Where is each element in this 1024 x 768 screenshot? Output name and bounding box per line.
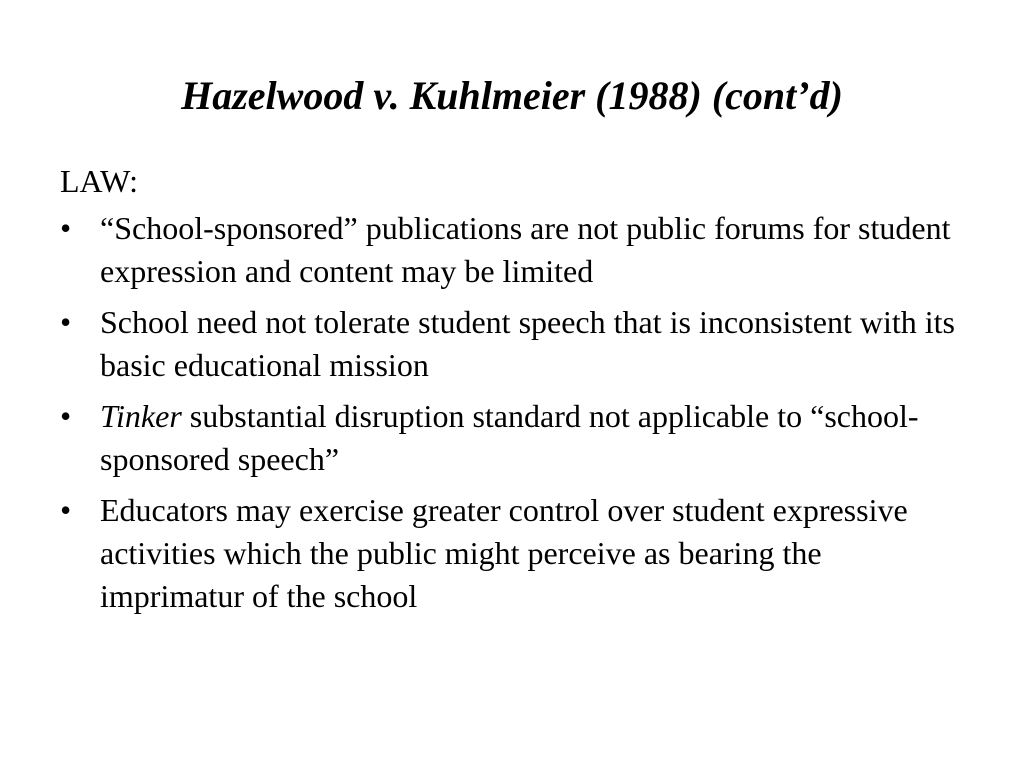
section-heading: LAW: <box>60 163 138 199</box>
bullet-item <box>60 207 960 293</box>
bullet-icon: • <box>60 210 72 246</box>
bullet-text: School need not tolerate student speech that is inconsistent with its basic educational mission <box>100 304 955 383</box>
bullet-text: “School-sponsored” publications are not public forums for student expression and content may be limited <box>100 210 951 289</box>
bullet-icon: • <box>60 398 72 434</box>
bullet-item <box>60 301 960 387</box>
slide-title: Hazelwood v. Kuhlmeier (1988) (cont’d) <box>181 73 843 118</box>
bullet-icon: • <box>60 304 72 340</box>
bullet-list <box>60 207 960 618</box>
bullet-text: substantial disruption standard not applicable to “school-sponsored speech” <box>100 398 919 477</box>
bullet-icon: • <box>60 492 72 528</box>
case-name-emphasis: Tinker <box>100 398 182 434</box>
bullet-text: Educators may exercise greater control over student expressive activities which the public might perceive as bearing the imprimatur of the school <box>100 492 908 614</box>
bullet-item <box>60 489 960 618</box>
bullet-item <box>60 395 960 481</box>
slide-body <box>60 160 960 626</box>
